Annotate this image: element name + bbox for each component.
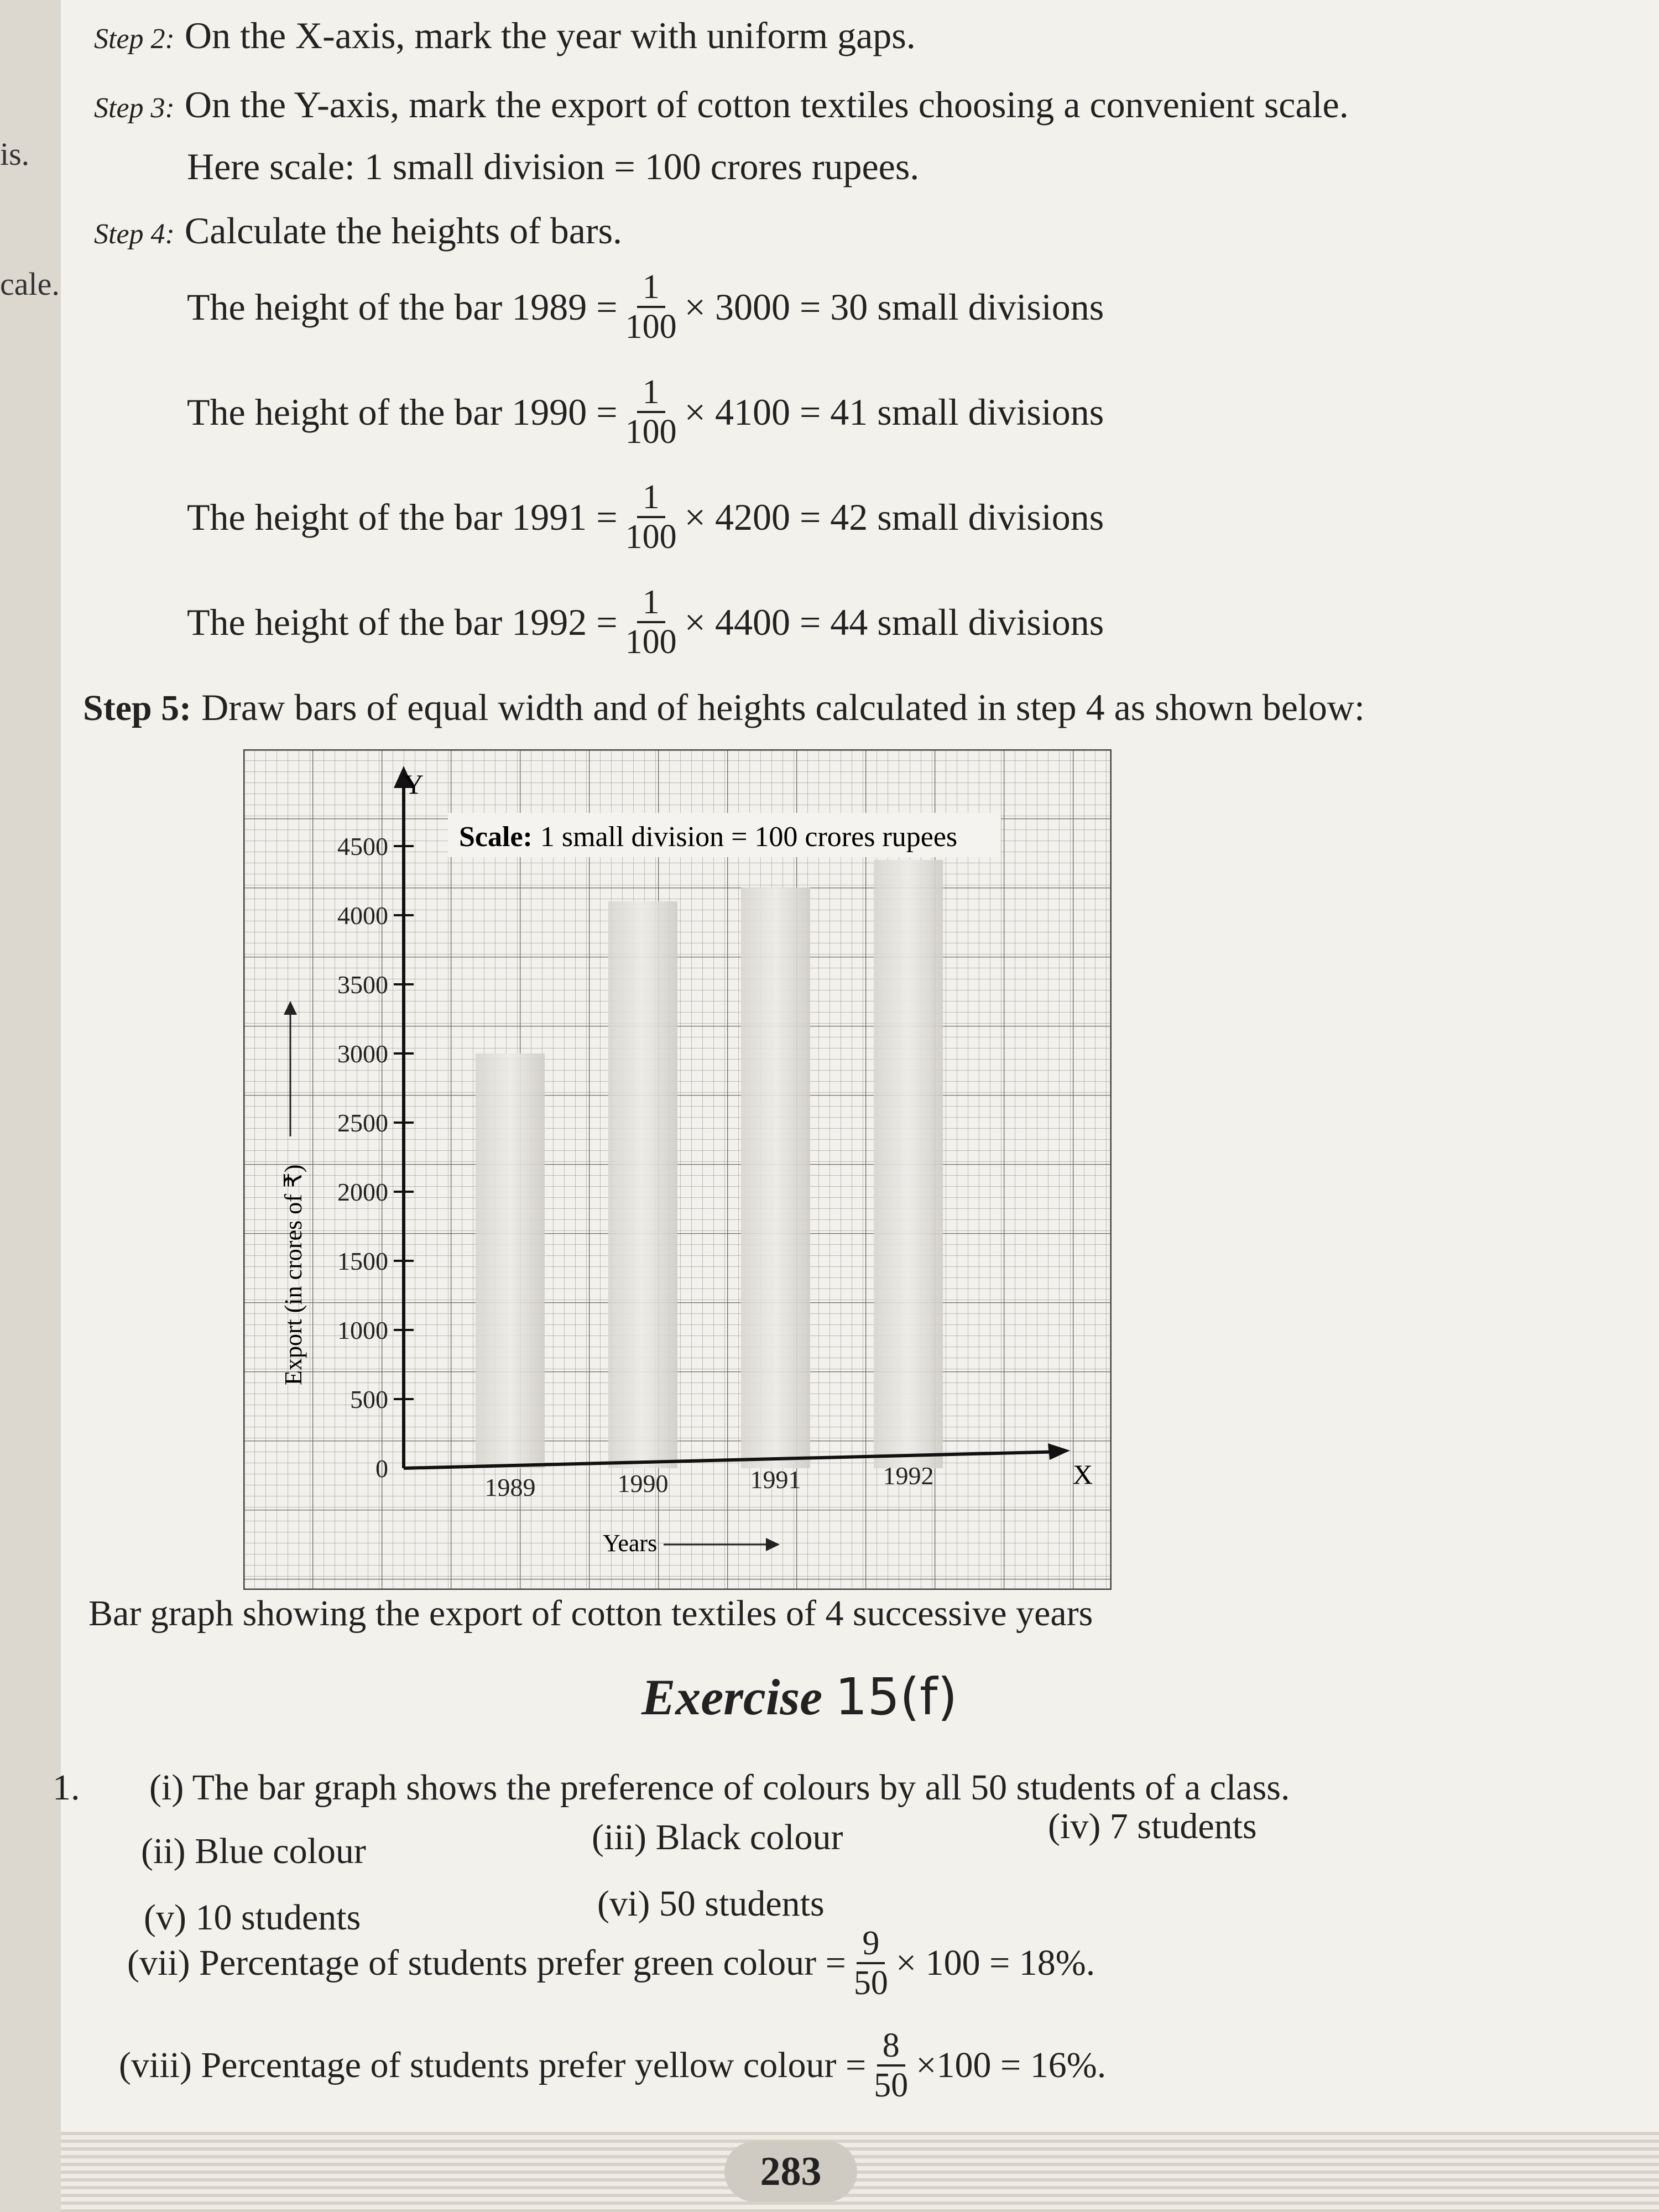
step-2-label: Step 2: xyxy=(94,23,175,55)
calc-row-1992 xyxy=(187,583,1104,661)
calc-lead: The height of the bar 1992 = xyxy=(187,601,618,643)
answer-iii: (iii) Black colour xyxy=(592,1817,843,1858)
fraction xyxy=(625,373,677,451)
x-axis-title: Years xyxy=(603,1530,658,1557)
fraction-numerator: 1 xyxy=(637,583,665,623)
fraction xyxy=(625,268,677,346)
scale-note-text: 1 small division = 100 crores rupees xyxy=(540,821,958,853)
answer-iv: (iv) 7 students xyxy=(1048,1806,1257,1846)
fraction-denominator: 100 xyxy=(625,623,677,661)
left-page-margin xyxy=(0,0,61,2212)
fraction xyxy=(625,583,677,661)
answer-vii xyxy=(127,1924,1095,2002)
fraction-denominator: 50 xyxy=(853,1964,888,2002)
step-2-text: On the X-axis, mark the year with uniform gaps. xyxy=(184,14,916,56)
x-tick-label: 1990 xyxy=(617,1469,669,1498)
answer-viii xyxy=(119,2027,1106,2104)
x-tick-label: 1989 xyxy=(484,1473,536,1501)
answer-v: (v) 10 students xyxy=(144,1897,361,1938)
fraction-denominator: 50 xyxy=(874,2067,909,2105)
calc-lead: The height of the bar 1989 = xyxy=(187,285,618,328)
fraction xyxy=(874,2027,908,2104)
exercise-title-word: Exercise xyxy=(641,1669,823,1725)
calc-tail: × 3000 = 30 small divisions xyxy=(684,285,1104,328)
y-tick-label: 1500 xyxy=(337,1247,388,1275)
fraction-numerator: 9 xyxy=(857,1924,885,1964)
calc-tail: × 4400 = 44 small divisions xyxy=(684,601,1104,643)
y-tick-label: 2500 xyxy=(337,1109,388,1137)
calc-tail: × 4200 = 42 small divisions xyxy=(684,495,1104,538)
x-tick-label: 1992 xyxy=(883,1462,934,1490)
y-axis-letter: Y xyxy=(404,769,424,800)
step-3-scale: Here scale: 1 small division = 100 crores rupees. xyxy=(187,145,920,187)
answer-vi: (vi) 50 students xyxy=(597,1884,825,1924)
y-tick-label: 1000 xyxy=(337,1316,388,1344)
answer-vii-lead: (vii) Percentage of students prefer green colour = xyxy=(127,1943,846,1984)
fraction xyxy=(625,478,677,556)
bar-1991 xyxy=(741,888,810,1468)
answer-ii: (ii) Blue colour xyxy=(141,1831,366,1871)
chart-caption: Bar graph showing the export of cotton textiles of 4 successive years xyxy=(88,1593,1093,1634)
step-5-label: Step 5: xyxy=(83,688,192,728)
step-3-text: On the Y-axis, mark the export of cotton textiles choosing a convenient scale. xyxy=(184,84,1349,126)
step-3 xyxy=(94,83,1349,127)
answer-viii-tail: ×100 = 16%. xyxy=(916,2045,1107,2086)
y-tick-label: 3500 xyxy=(337,971,388,999)
y-axis-title: Export (in crores of ₹) xyxy=(280,1164,307,1385)
step-5-text: Draw bars of equal width and of heights calculated in step 4 as shown below: xyxy=(201,686,1365,728)
y-tick-label: 4500 xyxy=(337,832,388,860)
step-4 xyxy=(94,209,622,253)
step-4-label: Step 4: xyxy=(94,218,175,250)
answer-vii-tail: × 100 = 18%. xyxy=(895,1943,1095,1984)
y-tick-label: 2000 xyxy=(337,1178,388,1206)
calc-row-1989 xyxy=(187,268,1104,346)
margin-stub-2: cale. xyxy=(0,266,60,302)
calc-lead: The height of the bar 1990 = xyxy=(187,390,618,433)
fraction-numerator: 1 xyxy=(637,478,665,518)
fraction-numerator: 1 xyxy=(637,268,665,308)
bar-1992 xyxy=(874,860,943,1468)
fraction-numerator: 1 xyxy=(637,373,665,413)
margin-stub-1: is. xyxy=(0,136,30,172)
scale-note-label: Scale: xyxy=(459,821,533,853)
answer-viii-lead: (viii) Percentage of students prefer yellow colour = xyxy=(119,2045,867,2086)
exercise-title xyxy=(641,1667,957,1726)
fraction xyxy=(854,1924,888,2002)
bar-1990 xyxy=(608,901,677,1468)
step-3-label: Step 3: xyxy=(94,92,175,124)
bar-chart xyxy=(243,749,1112,1590)
question-number: 1. xyxy=(53,1767,80,1808)
x-tick-label: 1991 xyxy=(750,1465,801,1494)
step-5 xyxy=(83,686,1365,729)
y-tick-label: 0 xyxy=(375,1454,388,1483)
fraction-denominator: 100 xyxy=(625,308,677,346)
calc-row-1990 xyxy=(187,373,1104,451)
step-4-text: Calculate the heights of bars. xyxy=(184,210,623,252)
fraction-denominator: 100 xyxy=(625,518,677,556)
x-axis-letter: X xyxy=(1073,1459,1093,1490)
fraction-numerator: 8 xyxy=(877,2027,905,2067)
y-tick-label: 3000 xyxy=(337,1040,388,1068)
fraction-denominator: 100 xyxy=(625,413,677,451)
calc-tail: × 4100 = 41 small divisions xyxy=(684,390,1104,433)
calc-lead: The height of the bar 1991 = xyxy=(187,495,618,538)
step-2 xyxy=(94,14,916,58)
page-number: 283 xyxy=(724,2141,857,2202)
bar-1989 xyxy=(476,1053,545,1468)
answer-i: (i) The bar graph shows the preference of colours by all 50 students of a class. xyxy=(149,1767,1290,1808)
exercise-title-number: 15(f) xyxy=(835,1667,958,1726)
calc-row-1991 xyxy=(187,478,1104,556)
y-tick-label: 4000 xyxy=(337,901,388,930)
page-footer xyxy=(61,2132,1659,2212)
y-tick-label: 500 xyxy=(350,1385,388,1413)
